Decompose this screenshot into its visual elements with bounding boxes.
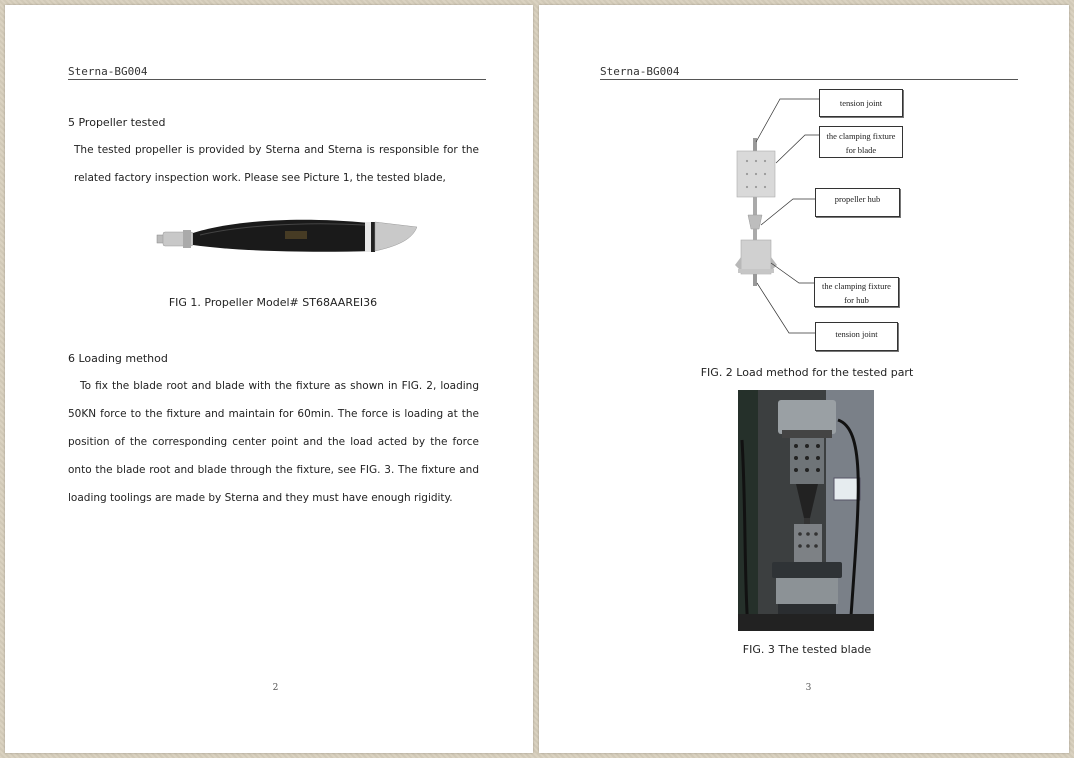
label-text-line2: for blade [845,145,877,155]
section-5-paragraph: The tested propeller is provided by Sterna and Sterna is responsible for the related factory inspection work. Please see Picture 1, the tested blade, [74,144,479,184]
label-propeller-hub [815,188,900,217]
document-page-right [539,5,1069,753]
label-text: tension joint [839,98,883,108]
label-text-line1: the clamping fixture [826,131,896,141]
label-text-line1: the clamping fixture [822,281,891,291]
label-tension-joint-bottom [815,322,898,351]
label-tension-joint-top [819,89,903,117]
fig1-caption: FIG 1. Propeller Model# ST68AAREI36 [168,296,378,309]
label-clamping-fixture-hub [814,277,899,307]
fig3-caption: FIG. 3 The tested blade [742,643,872,656]
header-rule [68,79,486,80]
section-6-paragraph: To fix the blade root and blade with the fixture as shown in FIG. 2, loading 50KN force to the fixture and maintain for 60min. The force is loading at the position of the corresponding center point and the load acted by the force onto the blade root and blade through the fixture, see FIG. 3. The fixture and loading toolings are made by Sterna and they must have enough rigidity. [68,380,479,504]
section-5-heading: 5 Propeller tested [68,116,166,129]
document-page-left [5,5,533,753]
section-6-heading: 6 Loading method [68,352,168,365]
page-header: Sterna-BG004 [68,65,148,78]
header-rule [600,79,1018,80]
fig3-test-rig-photo [738,390,874,631]
label-text: propeller hub [834,194,881,204]
page-header: Sterna-BG004 [600,65,680,78]
propeller-blade-image [155,213,417,263]
label-text-line2: for hub [844,295,869,305]
label-clamping-fixture-blade [819,126,903,158]
page-number: 2 [272,683,279,693]
fig2-caption: FIG. 2 Load method for the tested part [700,366,914,379]
page-number: 3 [805,683,812,693]
label-text: tension joint [835,329,878,339]
